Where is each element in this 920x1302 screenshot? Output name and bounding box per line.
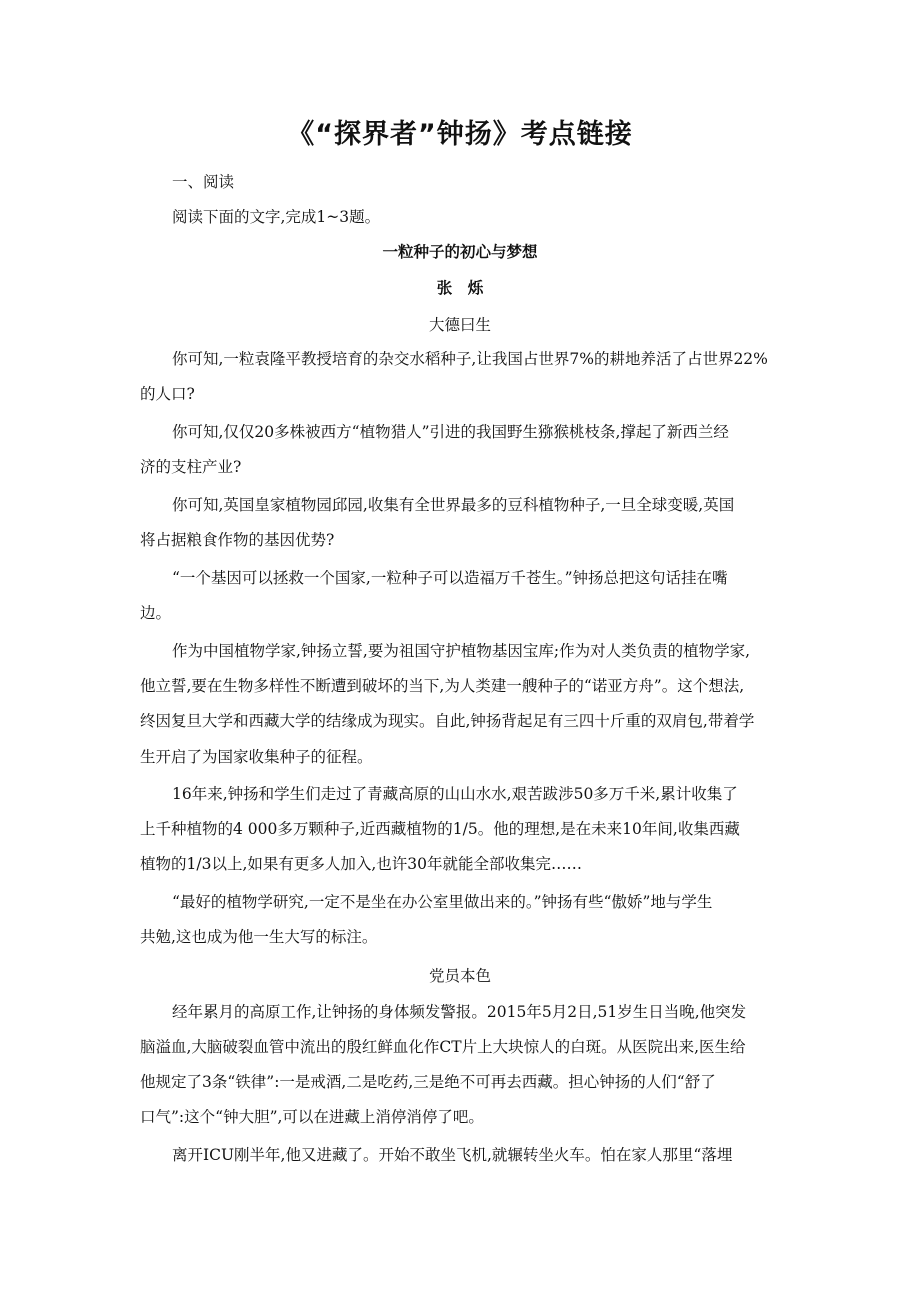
paragraph-line: 济的支柱产业? (140, 458, 242, 476)
paragraph-line: 生开启了为国家收集种子的征程。 (140, 748, 373, 766)
paragraph-line: 口气”:这个“钟大胆”,可以在进藏上消停消停了吧。 (140, 1108, 484, 1126)
article-title: 一粒种子的初心与梦想 (382, 243, 538, 261)
paragraph-line: 你可知,一粒袁隆平教授培育的杂交水稻种子,让我国占世界7%的耕地养活了占世界22% (172, 350, 768, 368)
subtitle-dangyuan-bense: 党员本色 (428, 967, 491, 985)
paragraph-line: 经年累月的高原工作,让钟扬的身体频发警报。2015年5月2日,51岁生日当晚,他突发 (172, 1003, 747, 1021)
paragraph-line: 终因复旦大学和西藏大学的结缘成为现实。自此,钟扬背起足有三四十斤重的双肩包,带着学 (140, 712, 755, 730)
paragraph-line: 植物的1/3以上,如果有更多人加入,也许30年就能全部收集完…… (140, 855, 583, 873)
paragraph-line: 脑溢血,大脑破裂血管中流出的殷红鲜血化作CT片上大块惊人的白斑。从医院出来,医生给 (140, 1038, 746, 1056)
author-name: 张 烁 (436, 279, 484, 297)
section-heading: 一、阅读 (172, 173, 235, 191)
paragraph-line: 16年来,钟扬和学生们走过了青藏高原的山山水水,艰苦跋涉50多万千米,累计收集了 (172, 785, 738, 803)
paragraph-line: 共勉,这也成为他一生大写的标注。 (140, 928, 378, 946)
page-title: 《“探界者”钟扬》考点链接 (287, 119, 633, 150)
paragraph-line: 将占据粮食作物的基因优势? (140, 531, 335, 549)
paragraph-line: 上千种植物的4 000多万颗种子,近西藏植物的1/5。他的理想,是在未来10年间,收集西藏 (140, 820, 740, 838)
paragraph-line: “一个基因可以拯救一个国家,一粒种子可以造福万千苍生。”钟扬总把这句话挂在嘴 (172, 569, 728, 587)
paragraph-line: 离开ICU刚半年,他又进藏了。开始不敢坐飞机,就辗转坐火车。怕在家人那里“落埋 (172, 1146, 733, 1164)
paragraph-line: 他规定了3条“铁律”:一是戒酒,二是吃药,三是绝不可再去西藏。担心钟扬的人们“舒了 (140, 1073, 716, 1091)
paragraph-line: 你可知,仅仅20多株被西方“植物猎人”引进的我国野生猕猴桃枝条,撑起了新西兰经 (172, 423, 729, 441)
paragraph-line: 作为中国植物学家,钟扬立誓,要为祖国守护植物基因宝库;作为对人类负责的植物学家, (172, 642, 751, 660)
paragraph-line: 边。 (140, 604, 172, 622)
instruction-text: 阅读下面的文字,完成1~3题。 (172, 208, 381, 226)
paragraph-line: 的人口? (140, 385, 195, 403)
subtitle-dade-yuesheng: 大德曰生 (428, 316, 491, 334)
paragraph-line: 他立誓,要在生物多样性不断遭到破坏的当下,为人类建一艘种子的“诺亚方舟”。这个想法, (140, 677, 745, 695)
paragraph-line: 你可知,英国皇家植物园邱园,收集有全世界最多的豆科植物种子,一旦全球变暖,英国 (172, 496, 735, 514)
paragraph-line: “最好的植物学研究,一定不是坐在办公室里做出来的。”钟扬有些“傲娇”地与学生 (172, 893, 713, 911)
